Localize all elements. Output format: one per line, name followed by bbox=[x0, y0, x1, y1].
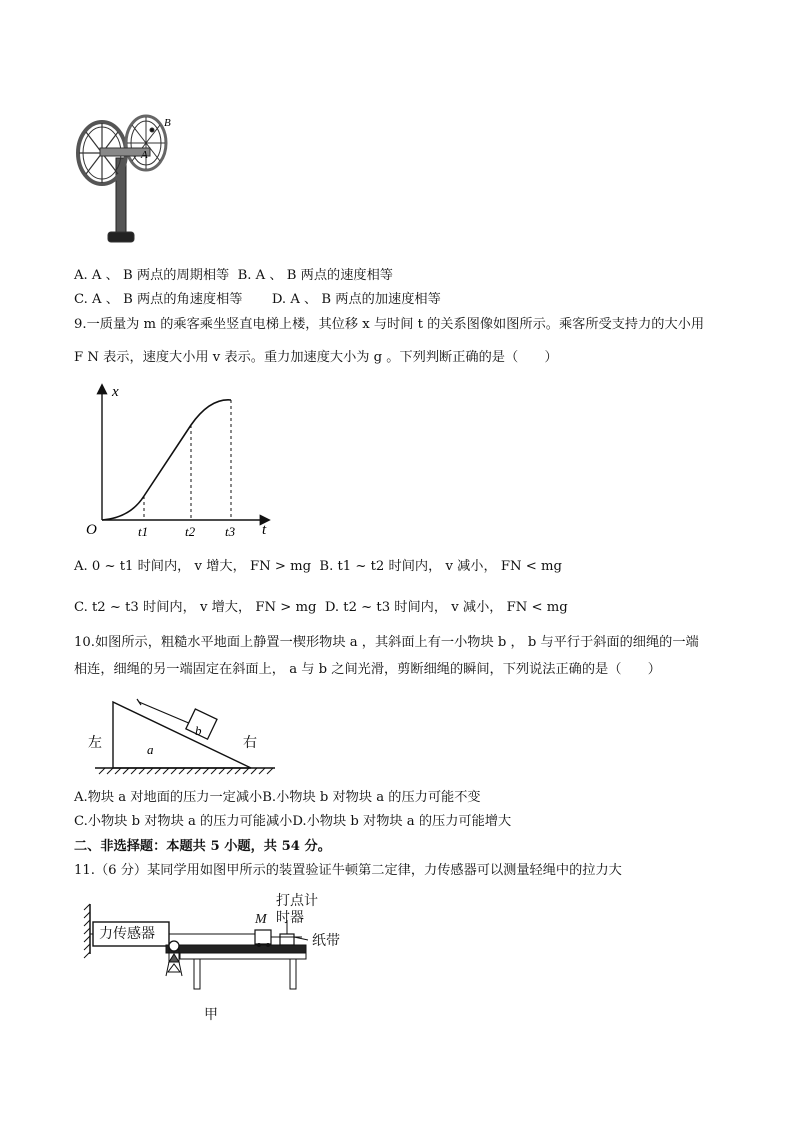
q9-option-c: C. t2 ~ t3 时间内， v 增大， FN > mg bbox=[74, 600, 317, 615]
apparatus-figure bbox=[80, 890, 380, 1030]
q10-options-row1 bbox=[74, 789, 481, 807]
point-a-label: A bbox=[141, 149, 148, 161]
q10-option-c: C.小物块 b 对物块 a 的压力可能减小 bbox=[74, 814, 293, 829]
q8-option-b: B. A 、 B 两点的速度相等 bbox=[237, 268, 393, 283]
q10-stem-line2: 相连，细绳的另一端固定在斜面上， a 与 b 之间光滑，剪断细绳的瞬间，下列说法正确的是（ ） bbox=[74, 662, 661, 677]
wedge-figure bbox=[85, 690, 285, 775]
section-heading: 二、非选择题：本题共 5 小题，共 54 分。 bbox=[74, 839, 331, 854]
q10-option-d: D.小物块 b 对物块 a 的压力可能增大 bbox=[292, 814, 512, 829]
tick-t3: t3 bbox=[225, 524, 236, 539]
wheel-figure bbox=[74, 108, 184, 250]
tick-t1: t1 bbox=[138, 524, 149, 539]
q9-option-a: A. 0 ~ t1 时间内， v 增大， FN > mg bbox=[74, 559, 312, 574]
q9-stem-line1: 9.一质量为 m 的乘客乘坐竖直电梯上楼，其位移 x 与时间 t 的关系图像如图所示。乘客所受支持力的大小用 bbox=[74, 317, 705, 332]
q8-options-row1 bbox=[74, 267, 393, 285]
q10-stem-line1: 10.如图所示，粗糙水平地面上静置一楔形物块 a ，其斜面上有一小物块 b ， b 与平行于斜面的细绳的一端 bbox=[74, 635, 699, 650]
q10-option-a: A.物块 a 对地面的压力一定减小 bbox=[74, 790, 263, 805]
force-sensor-label: 力传感器 bbox=[99, 926, 155, 942]
q9-option-b: B. t1 ~ t2 时间内， v 减小， FN < mg bbox=[319, 559, 562, 574]
q8-options-row2 bbox=[74, 291, 441, 309]
wedge-a-label: a bbox=[147, 742, 154, 757]
block-b-label: b bbox=[195, 723, 202, 738]
point-b-label: B bbox=[164, 117, 171, 129]
q9-options-row2 bbox=[74, 599, 568, 617]
tick-t2: t2 bbox=[185, 524, 196, 539]
q10-option-b: B.小物块 b 对物块 a 的压力可能不变 bbox=[262, 790, 481, 805]
cart-m-label: M bbox=[255, 912, 267, 927]
figure-caption: 甲 bbox=[204, 1007, 218, 1023]
q9-stem-line2: F N 表示，速度大小用 v 表示。重力加速度大小为 g 。下列判断正确的是（ ） bbox=[74, 350, 558, 365]
timer-label-line1: 打点计 bbox=[276, 893, 318, 909]
label-left: 左 bbox=[88, 736, 102, 751]
origin-label: O bbox=[86, 522, 97, 538]
q9-option-d: D. t2 ~ t3 时间内， v 减小， FN < mg bbox=[324, 600, 568, 615]
q9-options-row1 bbox=[74, 558, 562, 576]
q8-option-c: C. A 、 B 两点的角速度相等 bbox=[74, 292, 243, 307]
displacement-time-graph bbox=[80, 382, 280, 542]
axis-x-label: t bbox=[262, 522, 267, 538]
axis-y-label: x bbox=[112, 384, 119, 400]
timer-label-line2: 时器 bbox=[276, 910, 304, 926]
q10-options-row2 bbox=[74, 813, 511, 831]
paper-tape-label: 纸带 bbox=[312, 933, 340, 949]
q8-option-d: D. A 、 B 两点的加速度相等 bbox=[271, 292, 441, 307]
q8-option-a: A. A 、 B 两点的周期相等 bbox=[74, 268, 230, 283]
q11-stem-line1: 11.（6 分）某同学用如图甲所示的装置验证牛顿第二定律，力传感器可以测量轻绳中的拉力大 bbox=[74, 863, 622, 878]
label-right: 右 bbox=[243, 736, 257, 751]
